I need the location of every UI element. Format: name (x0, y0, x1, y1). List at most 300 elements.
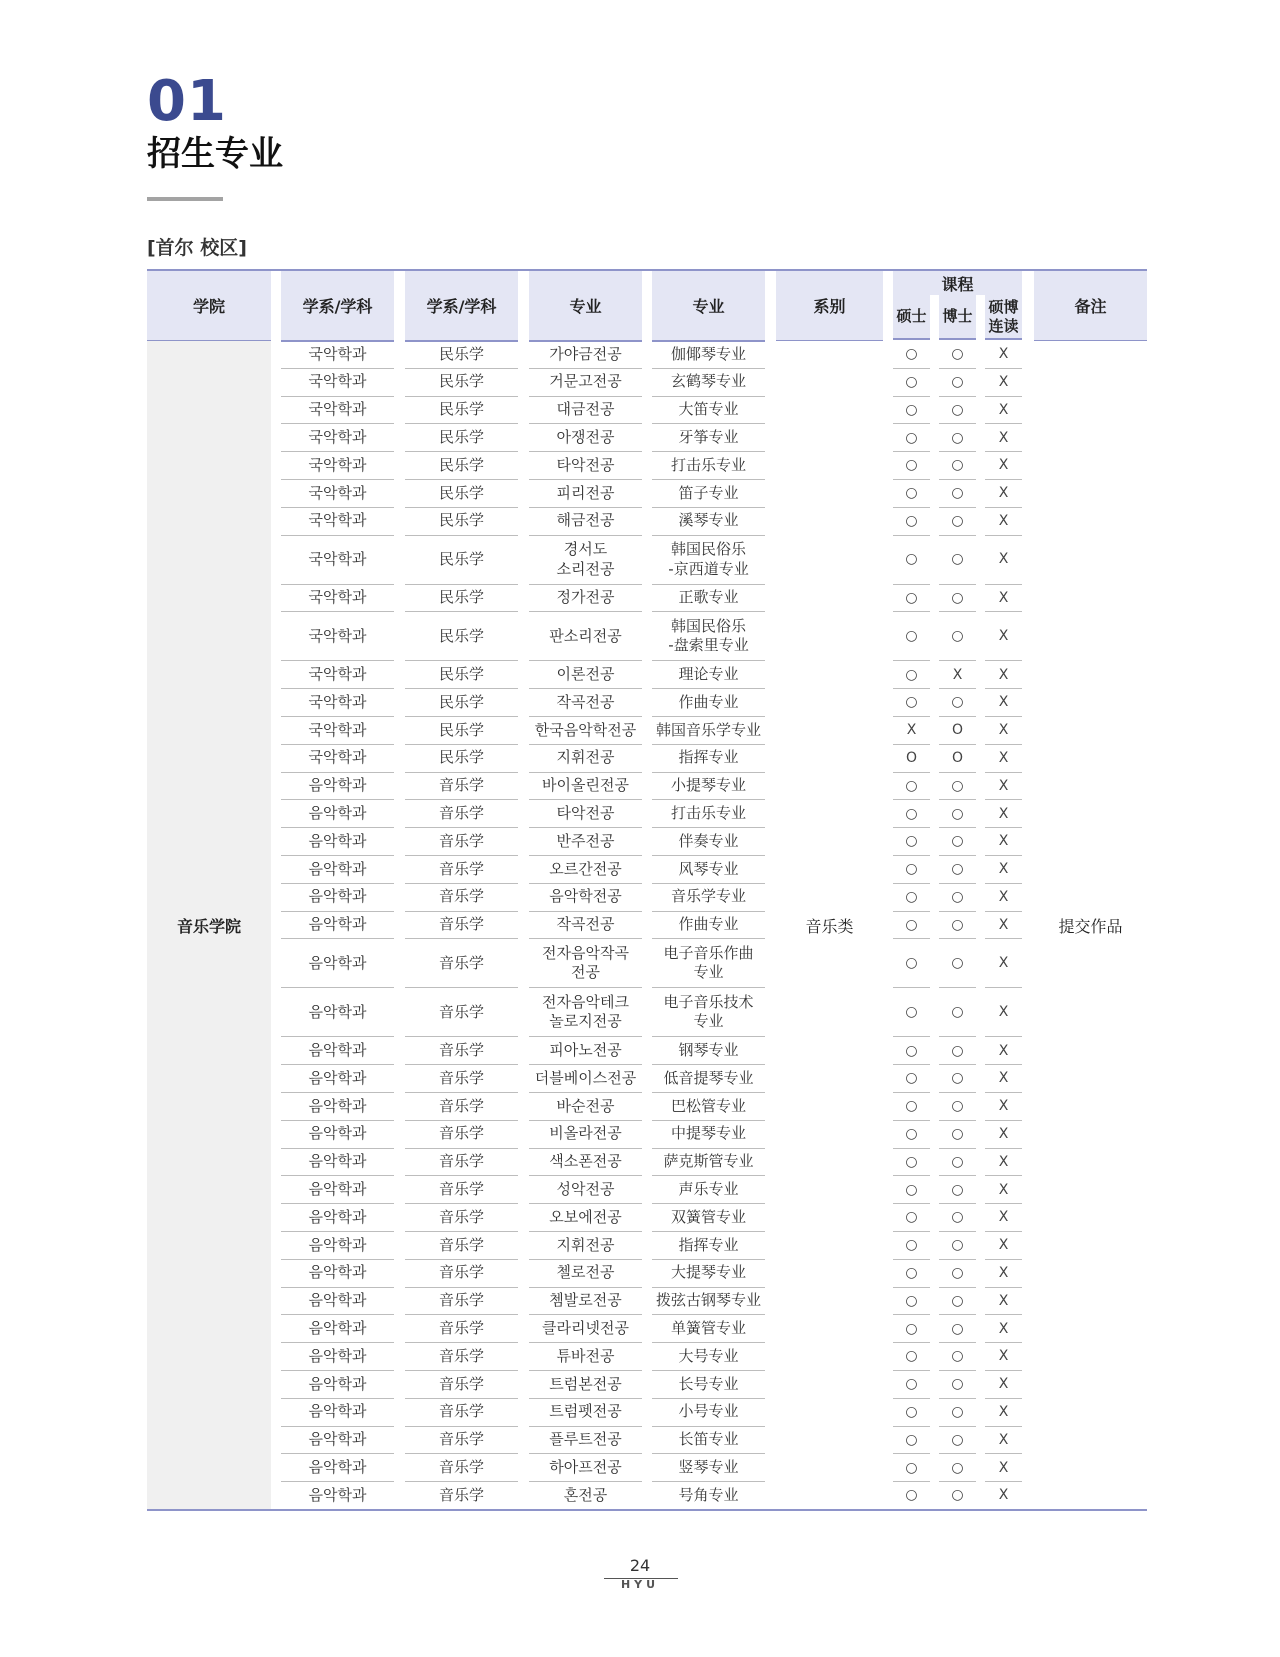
major-cn-cell: 理论专业 (652, 661, 765, 689)
dept-kr-cell: 음악학과 (281, 1288, 394, 1316)
master-mark: ○ (893, 1482, 930, 1510)
major-kr-cell: 지휘전공 (529, 745, 642, 773)
combined-mark: X (985, 717, 1022, 745)
combined-mark: X (985, 939, 1022, 988)
dept-kr-cell: 음악학과 (281, 1121, 394, 1149)
table-row (147, 480, 1147, 508)
dept-kr-cell: 음악학과 (281, 912, 394, 940)
major-cn-cell: 双簧管专业 (652, 1204, 765, 1232)
table-row (147, 661, 1147, 689)
combined-mark: X (985, 585, 1022, 613)
dept-kr-cell: 국악학과 (281, 508, 394, 536)
doctor-mark: ○ (939, 1121, 976, 1149)
major-cn-cell: 拨弦古钢琴专业 (652, 1288, 765, 1316)
master-mark: ○ (893, 585, 930, 613)
major-cn-cell: 小号专业 (652, 1399, 765, 1427)
dept-kr-cell: 음악학과 (281, 1149, 394, 1177)
table-row (147, 800, 1147, 828)
doctor-mark: ○ (939, 1482, 976, 1510)
table-row (147, 1176, 1147, 1204)
dept-kr-cell: 국악학과 (281, 452, 394, 480)
table-row (147, 1121, 1147, 1149)
dept-cn-cell: 民乐学 (405, 717, 518, 745)
master-mark: ○ (893, 1121, 930, 1149)
dept-kr-cell: 음악학과 (281, 828, 394, 856)
major-cn-cell: 牙筝专业 (652, 424, 765, 452)
doctor-mark: ○ (939, 884, 976, 912)
majors-table (147, 269, 1147, 1512)
dept-kr-cell: 음악학과 (281, 1093, 394, 1121)
major-cn-cell: 伽倻琴专业 (652, 341, 765, 369)
dept-cn-cell: 民乐学 (405, 661, 518, 689)
dept-cn-cell: 音乐学 (405, 1204, 518, 1232)
dept-cn-cell: 音乐学 (405, 1427, 518, 1455)
combined-mark: X (985, 1454, 1022, 1482)
master-mark: ○ (893, 1427, 930, 1455)
header-remarks: 备注 (1034, 271, 1147, 342)
table-row (147, 1260, 1147, 1288)
combined-mark: X (985, 1343, 1022, 1371)
dept-kr-cell: 국악학과 (281, 536, 394, 585)
major-cn-cell: 韩国民俗乐 -盘索里专业 (652, 612, 765, 661)
major-kr-cell: 타악전공 (529, 452, 642, 480)
combined-mark: X (985, 397, 1022, 425)
dept-cn-cell: 音乐学 (405, 1121, 518, 1149)
doctor-mark: ○ (939, 1037, 976, 1065)
major-cn-cell: 长号专业 (652, 1371, 765, 1399)
major-cn-cell: 巴松管专业 (652, 1093, 765, 1121)
table-row (147, 773, 1147, 801)
table-row (147, 1315, 1147, 1343)
major-kr-cell: 전자음악테크 놀로지전공 (529, 988, 642, 1037)
dept-kr-cell: 국악학과 (281, 689, 394, 717)
dept-kr-cell: 음악학과 (281, 773, 394, 801)
dept-cn-cell: 音乐学 (405, 1260, 518, 1288)
master-mark: ○ (893, 1204, 930, 1232)
dept-kr-cell: 음악학과 (281, 1427, 394, 1455)
doctor-mark: ○ (939, 508, 976, 536)
master-mark: ○ (893, 689, 930, 717)
major-kr-cell: 작곡전공 (529, 912, 642, 940)
doctor-mark: ○ (939, 912, 976, 940)
combined-mark: X (985, 536, 1022, 585)
dept-cn-cell: 音乐学 (405, 1176, 518, 1204)
major-kr-cell: 튜바전공 (529, 1343, 642, 1371)
dept-cn-cell: 民乐学 (405, 369, 518, 397)
combined-mark: X (985, 800, 1022, 828)
table-bottom-border (147, 1509, 1147, 1511)
dept-kr-cell: 국악학과 (281, 585, 394, 613)
master-mark: ○ (893, 612, 930, 661)
dept-cn-cell: 音乐学 (405, 1482, 518, 1510)
major-kr-cell: 트럼본전공 (529, 1371, 642, 1399)
section-number: 01 (147, 69, 227, 134)
dept-kr-cell: 음악학과 (281, 1482, 394, 1510)
dept-cn-cell: 民乐学 (405, 745, 518, 773)
dept-cn-cell: 音乐学 (405, 1371, 518, 1399)
master-mark: ○ (893, 452, 930, 480)
master-mark: ○ (893, 480, 930, 508)
major-kr-cell: 경서도 소리전공 (529, 536, 642, 585)
doctor-mark: ○ (939, 424, 976, 452)
major-kr-cell: 전자음악작곡 전공 (529, 939, 642, 988)
master-mark: ○ (893, 800, 930, 828)
major-kr-cell: 쳄발로전공 (529, 1288, 642, 1316)
table-row (147, 612, 1147, 661)
dept-cn-cell: 音乐学 (405, 1454, 518, 1482)
combined-mark: X (985, 912, 1022, 940)
header-dept-cn: 学系/学科 (405, 271, 518, 342)
table-row (147, 1454, 1147, 1482)
major-kr-cell: 이론전공 (529, 661, 642, 689)
combined-mark: X (985, 1176, 1022, 1204)
major-kr-cell: 해금전공 (529, 508, 642, 536)
master-mark: ○ (893, 1343, 930, 1371)
combined-mark: X (985, 745, 1022, 773)
dept-cn-cell: 音乐学 (405, 856, 518, 884)
master-mark: ○ (893, 661, 930, 689)
header-category: 系别 (776, 271, 883, 342)
page-number: 24 (629, 1556, 651, 1575)
master-mark: ○ (893, 1093, 930, 1121)
master-mark: ○ (893, 397, 930, 425)
master-mark: ○ (893, 1037, 930, 1065)
table-row (147, 1065, 1147, 1093)
dept-cn-cell: 音乐学 (405, 1149, 518, 1177)
dept-cn-cell: 民乐学 (405, 341, 518, 369)
major-cn-cell: 正歌专业 (652, 585, 765, 613)
section-title: 招生专业 (147, 134, 283, 174)
dept-cn-cell: 音乐学 (405, 1093, 518, 1121)
footer-brand: HYU (620, 1578, 660, 1591)
table-row (147, 1232, 1147, 1260)
dept-cn-cell: 民乐学 (405, 508, 518, 536)
major-kr-cell: 한국음악학전공 (529, 717, 642, 745)
title-underline (147, 197, 223, 201)
dept-cn-cell: 民乐学 (405, 536, 518, 585)
combined-mark: X (985, 988, 1022, 1037)
dept-cn-cell: 民乐学 (405, 452, 518, 480)
major-cn-cell: 溪琴专业 (652, 508, 765, 536)
doctor-mark: ○ (939, 1176, 976, 1204)
campus-label: [首尔 校区] (147, 237, 247, 259)
master-mark: ○ (893, 828, 930, 856)
master-mark: ○ (893, 1315, 930, 1343)
dept-cn-cell: 音乐学 (405, 1065, 518, 1093)
major-cn-cell: 大笛专业 (652, 397, 765, 425)
major-kr-cell: 타악전공 (529, 800, 642, 828)
doctor-mark: ○ (939, 1399, 976, 1427)
doctor-mark: ○ (939, 1093, 976, 1121)
combined-mark: X (985, 884, 1022, 912)
doctor-mark: X (939, 661, 976, 689)
doctor-mark: ○ (939, 585, 976, 613)
combined-mark: X (985, 773, 1022, 801)
major-kr-cell: 가야금전공 (529, 341, 642, 369)
master-mark: ○ (893, 912, 930, 940)
doctor-mark: ○ (939, 612, 976, 661)
master-mark: ○ (893, 1454, 930, 1482)
major-cn-cell: 打击乐专业 (652, 452, 765, 480)
dept-kr-cell: 음악학과 (281, 1037, 394, 1065)
master-mark: ○ (893, 884, 930, 912)
combined-mark: X (985, 1399, 1022, 1427)
major-cn-cell: 萨克斯管专业 (652, 1149, 765, 1177)
dept-cn-cell: 音乐学 (405, 1399, 518, 1427)
header-program: 课程 (893, 271, 1022, 295)
dept-kr-cell: 음악학과 (281, 1454, 394, 1482)
table-row (147, 828, 1147, 856)
major-cn-cell: 指挥专业 (652, 1232, 765, 1260)
major-kr-cell: 오보에전공 (529, 1204, 642, 1232)
major-cn-cell: 钢琴专业 (652, 1037, 765, 1065)
combined-mark: X (985, 1427, 1022, 1455)
combined-mark: X (985, 452, 1022, 480)
table-row (147, 912, 1147, 940)
table-row (147, 536, 1147, 585)
doctor-mark: ○ (939, 536, 976, 585)
dept-kr-cell: 음악학과 (281, 1065, 394, 1093)
table-row (147, 1371, 1147, 1399)
combined-mark: X (985, 369, 1022, 397)
major-cn-cell: 大号专业 (652, 1343, 765, 1371)
master-mark: ○ (893, 424, 930, 452)
major-kr-cell: 성악전공 (529, 1176, 642, 1204)
major-kr-cell: 음악학전공 (529, 884, 642, 912)
dept-kr-cell: 음악학과 (281, 856, 394, 884)
master-mark: ○ (893, 856, 930, 884)
major-kr-cell: 바이올린전공 (529, 773, 642, 801)
dept-cn-cell: 音乐学 (405, 828, 518, 856)
table-row (147, 988, 1147, 1037)
table-row (147, 856, 1147, 884)
doctor-mark: ○ (939, 1371, 976, 1399)
table-row (147, 1288, 1147, 1316)
major-cn-cell: 作曲专业 (652, 689, 765, 717)
dept-kr-cell: 음악학과 (281, 988, 394, 1037)
major-kr-cell: 거문고전공 (529, 369, 642, 397)
major-cn-cell: 号角专业 (652, 1482, 765, 1510)
table-row (147, 939, 1147, 988)
combined-mark: X (985, 1037, 1022, 1065)
master-mark: ○ (893, 341, 930, 369)
major-kr-cell: 비올라전공 (529, 1121, 642, 1149)
master-mark: ○ (893, 1371, 930, 1399)
dept-kr-cell: 음악학과 (281, 1315, 394, 1343)
major-cn-cell: 笛子专业 (652, 480, 765, 508)
doctor-mark: ○ (939, 828, 976, 856)
dept-kr-cell: 음악학과 (281, 884, 394, 912)
major-cn-cell: 中提琴专业 (652, 1121, 765, 1149)
dept-kr-cell: 음악학과 (281, 1232, 394, 1260)
major-cn-cell: 伴奏专业 (652, 828, 765, 856)
remarks-cell: 提交作品 (1034, 341, 1147, 1509)
major-kr-cell: 색소폰전공 (529, 1149, 642, 1177)
dept-cn-cell: 音乐学 (405, 1288, 518, 1316)
doctor-mark: ○ (939, 856, 976, 884)
doctor-mark: ○ (939, 1149, 976, 1177)
major-kr-cell: 피아노전공 (529, 1037, 642, 1065)
table-row (147, 689, 1147, 717)
table-row (147, 1482, 1147, 1510)
major-kr-cell: 정가전공 (529, 585, 642, 613)
combined-mark: X (985, 828, 1022, 856)
header-master: 硕士 (893, 295, 930, 340)
major-cn-cell: 韩国民俗乐 -京西道专业 (652, 536, 765, 585)
doctor-mark: ○ (939, 1343, 976, 1371)
major-kr-cell: 클라리넷전공 (529, 1315, 642, 1343)
table-row (147, 1343, 1147, 1371)
header-combined: 硕博 连读 (985, 295, 1022, 340)
combined-mark: X (985, 612, 1022, 661)
dept-kr-cell: 국악학과 (281, 341, 394, 369)
major-cn-cell: 玄鹤琴专业 (652, 369, 765, 397)
major-cn-cell: 韩国音乐学专业 (652, 717, 765, 745)
master-mark: ○ (893, 1232, 930, 1260)
major-cn-cell: 小提琴专业 (652, 773, 765, 801)
dept-kr-cell: 음악학과 (281, 800, 394, 828)
header-college: 学院 (147, 271, 271, 342)
doctor-mark: ○ (939, 341, 976, 369)
major-cn-cell: 电子音乐技术 专业 (652, 988, 765, 1037)
combined-mark: X (985, 1288, 1022, 1316)
major-cn-cell: 电子音乐作曲 专业 (652, 939, 765, 988)
major-cn-cell: 长笛专业 (652, 1427, 765, 1455)
doctor-mark: ○ (939, 1204, 976, 1232)
dept-cn-cell: 音乐学 (405, 1315, 518, 1343)
dept-cn-cell: 音乐学 (405, 1232, 518, 1260)
major-kr-cell: 하아프전공 (529, 1454, 642, 1482)
dept-cn-cell: 音乐学 (405, 988, 518, 1037)
master-mark: ○ (893, 773, 930, 801)
combined-mark: X (985, 1093, 1022, 1121)
major-kr-cell: 대금전공 (529, 397, 642, 425)
master-mark: ○ (893, 1260, 930, 1288)
master-mark: ○ (893, 1399, 930, 1427)
table-row (147, 397, 1147, 425)
doctor-mark: ○ (939, 1315, 976, 1343)
dept-kr-cell: 국악학과 (281, 397, 394, 425)
table-row (147, 341, 1147, 369)
major-kr-cell: 피리전공 (529, 480, 642, 508)
major-kr-cell: 판소리전공 (529, 612, 642, 661)
table-body (147, 341, 1147, 1510)
dept-kr-cell: 음악학과 (281, 1260, 394, 1288)
dept-kr-cell: 음악학과 (281, 1204, 394, 1232)
table-row (147, 717, 1147, 745)
header-doctor: 博士 (939, 295, 976, 340)
dept-cn-cell: 民乐学 (405, 612, 518, 661)
dept-kr-cell: 국악학과 (281, 424, 394, 452)
table-row (147, 1037, 1147, 1065)
table-row (147, 1093, 1147, 1121)
combined-mark: X (985, 1371, 1022, 1399)
doctor-mark: ○ (939, 1454, 976, 1482)
combined-mark: X (985, 1065, 1022, 1093)
combined-mark: X (985, 1121, 1022, 1149)
dept-kr-cell: 국악학과 (281, 480, 394, 508)
table-row (147, 1204, 1147, 1232)
doctor-mark: ○ (939, 369, 976, 397)
major-kr-cell: 반주전공 (529, 828, 642, 856)
doctor-mark: ○ (939, 1427, 976, 1455)
dept-kr-cell: 음악학과 (281, 1343, 394, 1371)
combined-mark: X (985, 689, 1022, 717)
dept-cn-cell: 音乐学 (405, 1037, 518, 1065)
combined-mark: X (985, 480, 1022, 508)
combined-mark: X (985, 424, 1022, 452)
doctor-mark: ○ (939, 773, 976, 801)
combined-mark: X (985, 1232, 1022, 1260)
dept-cn-cell: 民乐学 (405, 585, 518, 613)
table-row (147, 1427, 1147, 1455)
combined-mark: X (985, 856, 1022, 884)
dept-kr-cell: 국악학과 (281, 369, 394, 397)
master-mark: ○ (893, 1176, 930, 1204)
major-cn-cell: 低音提琴专业 (652, 1065, 765, 1093)
dept-kr-cell: 음악학과 (281, 1176, 394, 1204)
dept-cn-cell: 音乐学 (405, 884, 518, 912)
doctor-mark: ○ (939, 1065, 976, 1093)
combined-mark: X (985, 1204, 1022, 1232)
doctor-mark: ○ (939, 689, 976, 717)
master-mark: ○ (893, 939, 930, 988)
major-kr-cell: 지휘전공 (529, 1232, 642, 1260)
combined-mark: X (985, 661, 1022, 689)
major-kr-cell: 트럼펫전공 (529, 1399, 642, 1427)
major-cn-cell: 竖琴专业 (652, 1454, 765, 1482)
table-row (147, 745, 1147, 773)
dept-kr-cell: 국악학과 (281, 612, 394, 661)
combined-mark: X (985, 341, 1022, 369)
dept-cn-cell: 音乐学 (405, 1343, 518, 1371)
combined-mark: X (985, 1482, 1022, 1510)
dept-kr-cell: 음악학과 (281, 939, 394, 988)
dept-cn-cell: 民乐学 (405, 397, 518, 425)
major-kr-cell: 혼전공 (529, 1482, 642, 1510)
major-kr-cell: 작곡전공 (529, 689, 642, 717)
master-mark: X (893, 717, 930, 745)
major-cn-cell: 单簧管专业 (652, 1315, 765, 1343)
dept-kr-cell: 음악학과 (281, 1371, 394, 1399)
doctor-mark: ○ (939, 988, 976, 1037)
major-cn-cell: 打击乐专业 (652, 800, 765, 828)
doctor-mark: ○ (939, 939, 976, 988)
master-mark: ○ (893, 1065, 930, 1093)
dept-cn-cell: 音乐学 (405, 773, 518, 801)
header-major-kr: 专业 (529, 271, 642, 342)
table-row (147, 369, 1147, 397)
master-mark: ○ (893, 536, 930, 585)
dept-cn-cell: 民乐学 (405, 480, 518, 508)
major-cn-cell: 声乐专业 (652, 1176, 765, 1204)
doctor-mark: ○ (939, 452, 976, 480)
master-mark: ○ (893, 508, 930, 536)
doctor-mark: ○ (939, 800, 976, 828)
dept-cn-cell: 民乐学 (405, 424, 518, 452)
dept-cn-cell: 音乐学 (405, 800, 518, 828)
table-row (147, 508, 1147, 536)
major-kr-cell: 아쟁전공 (529, 424, 642, 452)
combined-mark: X (985, 1260, 1022, 1288)
doctor-mark: ○ (939, 397, 976, 425)
table-row (147, 1399, 1147, 1427)
header-major-cn: 专业 (652, 271, 765, 342)
major-kr-cell: 플루트전공 (529, 1427, 642, 1455)
college-cell: 音乐学院 (147, 341, 271, 1509)
major-cn-cell: 作曲专业 (652, 912, 765, 940)
combined-mark: X (985, 1315, 1022, 1343)
